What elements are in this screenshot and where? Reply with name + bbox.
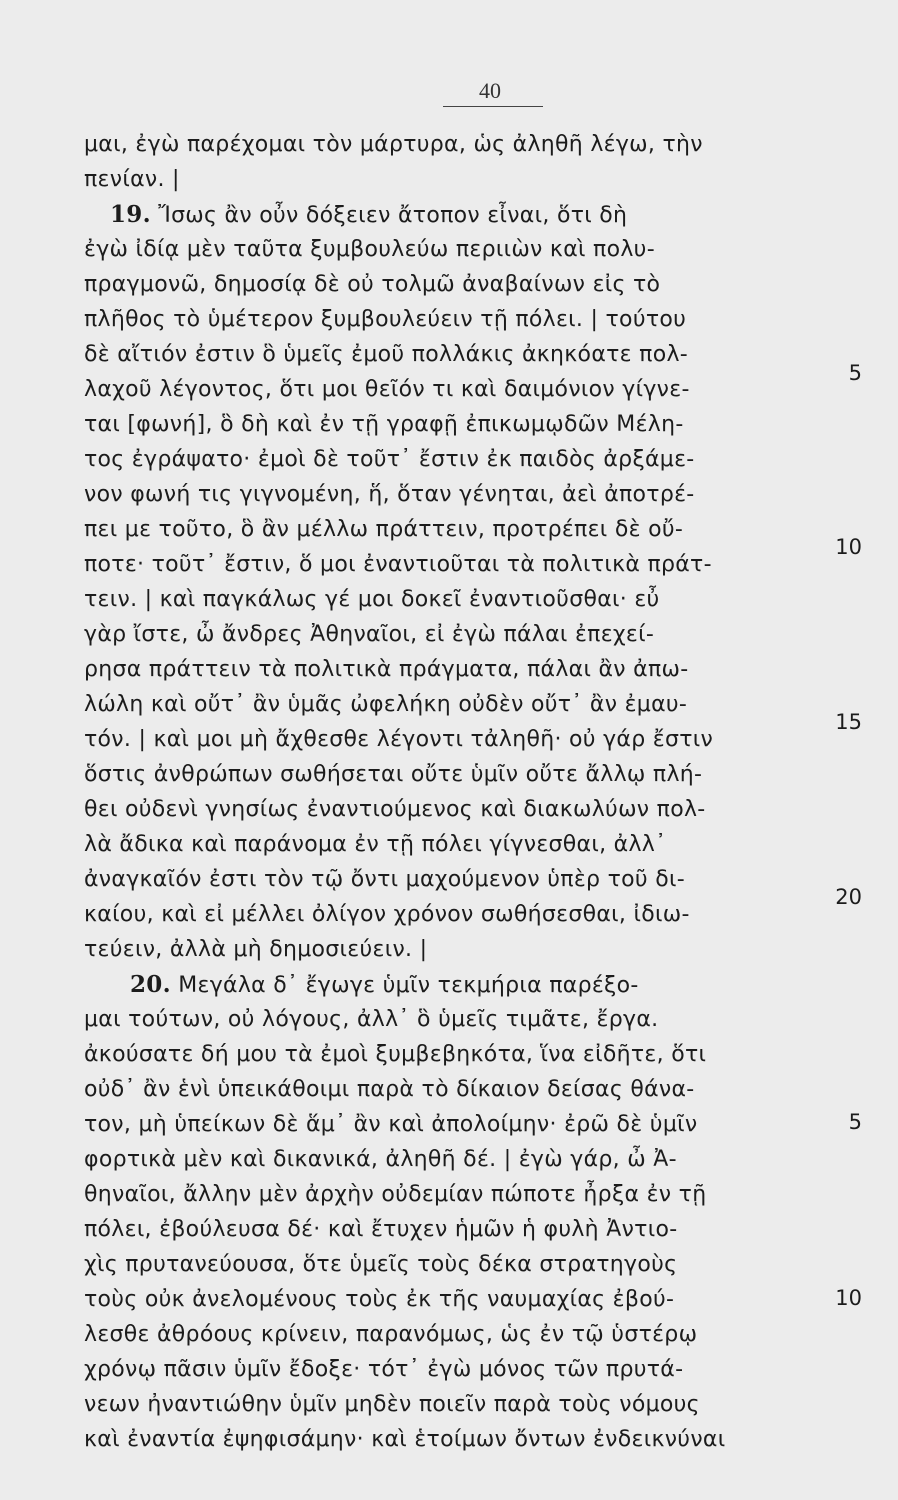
text-line-content: Μεγάλα δ᾽ ἔγωγε ὑμῖν τεκμήρια παρέξο-: [178, 973, 639, 998]
text-line: [110, 198, 890, 232]
text-line: ἀκούσατε δή μου τὰ ἐμοὶ ξυμβεβηκότα, ἵνα εἰδῆτε, ὅτι: [84, 1042, 707, 1067]
text-line: πόλει, ἐβούλευσα δέ· καὶ ἔτυχεν ἡμῶν ἡ φυλὴ Ἀντιο-: [84, 1217, 678, 1242]
line-number: 5: [848, 1110, 862, 1134]
text-line: λὰ ἄδικα καὶ παράνομα ἐν τῇ πόλει γίγνεσθαι, ἀλλ᾽: [84, 832, 667, 857]
text-line: γὰρ ἴστε, ὦ ἄνδρες Ἀθηναῖοι, εἰ ἐγὼ πάλαι ἐπεχεί-: [84, 622, 655, 647]
page-number: 40: [479, 78, 501, 103]
text-line: ἀναγκαῖόν ἐστι τὸν τῷ ὄντι μαχούμενον ὑπὲρ τοῦ δι-: [84, 867, 685, 892]
text-line: χὶς πρυτανεύουσα, ὅτε ὑμεῖς τοὺς δέκα στρατηγοὺς: [84, 1252, 678, 1277]
text-line: πλῆθος τὸ ὑμέτερον ξυμβουλεύειν τῇ πόλει. | τούτου: [84, 307, 687, 332]
text-line: ται [φωνή], ὃ δὴ καὶ ἐν τῇ γραφῇ ἐπικωμῳδῶν Μέλη-: [84, 412, 684, 437]
text-line-content: Ἴσως ἂν οὖν δόξειεν ἄτοπον εἶναι, ὅτι δὴ: [158, 203, 628, 228]
page-number-rule: [443, 106, 543, 107]
text-line: λώλη καὶ οὔτ᾽ ἂν ὑμᾶς ὠφελήκη οὐδὲν οὔτ᾽ ἂν ἐμαυ-: [84, 692, 688, 717]
text-line: ἐγὼ ἰδίᾳ μὲν ταῦτα ξυμβουλεύω περιιὼν καὶ πολυ-: [84, 237, 655, 262]
text-line: μαι, ἐγὼ παρέχομαι τὸν μάρτυρα, ὡς ἀληθῆ λέγω, τὴν: [84, 132, 703, 157]
line-number: 20: [835, 885, 862, 909]
text-line: ρησα πράττειν τὰ πολιτικὰ πράγματα, πάλαι ἂν ἀπω-: [84, 657, 689, 682]
text-line: ποτε· τοῦτ᾽ ἔστιν, ὅ μοι ἐναντιοῦται τὰ πολιτικὰ πράτ-: [84, 552, 712, 577]
text-line: θει οὐδενὶ γνησίως ἐναντιούμενος καὶ διακωλύων πολ-: [84, 797, 706, 822]
text-line: τόν. | καὶ μοι μὴ ἄχθεσθε λέγοντι τἀληθῆ· οὐ γάρ ἔστιν: [84, 727, 714, 752]
text-line: τος ἐγράψατο· ἐμοὶ δὲ τοῦτ᾽ ἔστιν ἐκ παιδὸς ἀρξάμε-: [84, 447, 695, 472]
text-line: θηναῖοι, ἄλλην μὲν ἀρχὴν οὐδεμίαν πώποτε ἦρξα ἐν τῇ: [84, 1182, 707, 1207]
text-line: λεσθε ἀθρόους κρίνειν, παρανόμως, ὡς ἐν τῷ ὑστέρῳ: [84, 1322, 698, 1347]
text-line: τειν. | καὶ παγκάλως γέ μοι δοκεῖ ἐναντιοῦσθαι· εὖ: [84, 587, 660, 612]
section-number: 19.: [110, 201, 151, 228]
text-line: καίου, καὶ εἰ μέλλει ὀλίγον χρόνον σωθήσεσθαι, ἰδιω-: [84, 902, 690, 927]
text-line: τον, μὴ ὑπείκων δὲ ἅμ᾽ ἂν καὶ ἀπολοίμην· ἐρῶ δὲ ὑμῖν: [84, 1112, 698, 1137]
text-line: νεων ἠναντιώθην ὑμῖν μηδὲν ποιεῖν παρὰ τοὺς νόμους: [84, 1392, 700, 1417]
text-line: λαχοῦ λέγοντος, ὅτι μοι θεῖόν τι καὶ δαιμόνιον γίγνε-: [84, 377, 690, 402]
text-line: οὐδ᾽ ἂν ἑνὶ ὑπεικάθοιμι παρὰ τὸ δίκαιον δείσας θάνα-: [84, 1077, 695, 1102]
text-line: πραγμονῶ, δημοσίᾳ δὲ οὐ τολμῶ ἀναβαίνων εἰς τὸ: [84, 272, 661, 297]
text-line: πενίαν. |: [84, 167, 180, 192]
text-line: ὅστις ἀνθρώπων σωθήσεται οὔτε ὑμῖν οὔτε ἄλλῳ πλή-: [84, 762, 703, 787]
text-line: μαι τούτων, οὐ λόγους, ἀλλ᾽ ὃ ὑμεῖς τιμᾶτε, ἔργα.: [84, 1007, 659, 1032]
text-line: καὶ ἐναντία ἐψηφισάμην· καὶ ἑτοίμων ὄντων ἐνδεικνύναι: [84, 1427, 726, 1452]
line-number: 10: [835, 1286, 862, 1310]
text-line: δὲ αἴτιόν ἐστιν ὃ ὑμεῖς ἐμοῦ πολλάκις ἀκηκόατε πολ-: [84, 342, 689, 367]
text-line: τοὺς οὐκ ἀνελομένους τοὺς ἐκ τῆς ναυμαχίας ἐβού-: [84, 1287, 675, 1312]
text-line: νον φωνή τις γιγνομένη, ἥ, ὅταν γένηται, ἀεὶ ἀποτρέ-: [84, 482, 695, 507]
text-line: χρόνῳ πᾶσιν ὑμῖν ἔδοξε· τότ᾽ ἐγὼ μόνος τῶν πρυτά-: [84, 1357, 684, 1382]
line-number: 15: [835, 710, 862, 734]
text-line: πει με τοῦτο, ὃ ἂν μέλλω πράττειν, προτρέπει δὲ οὔ-: [84, 517, 684, 542]
text-line: φορτικὰ μὲν καὶ δικανικά, ἀληθῆ δέ. | ἐγὼ γάρ, ὦ Ἀ-: [84, 1147, 677, 1172]
section-number: 20.: [130, 971, 171, 998]
line-number: 5: [848, 361, 862, 385]
line-number: 10: [835, 535, 862, 559]
text-line: τεύειν, ἀλλὰ μὴ δημοσιεύειν. |: [84, 937, 428, 962]
text-line: [130, 968, 898, 1002]
